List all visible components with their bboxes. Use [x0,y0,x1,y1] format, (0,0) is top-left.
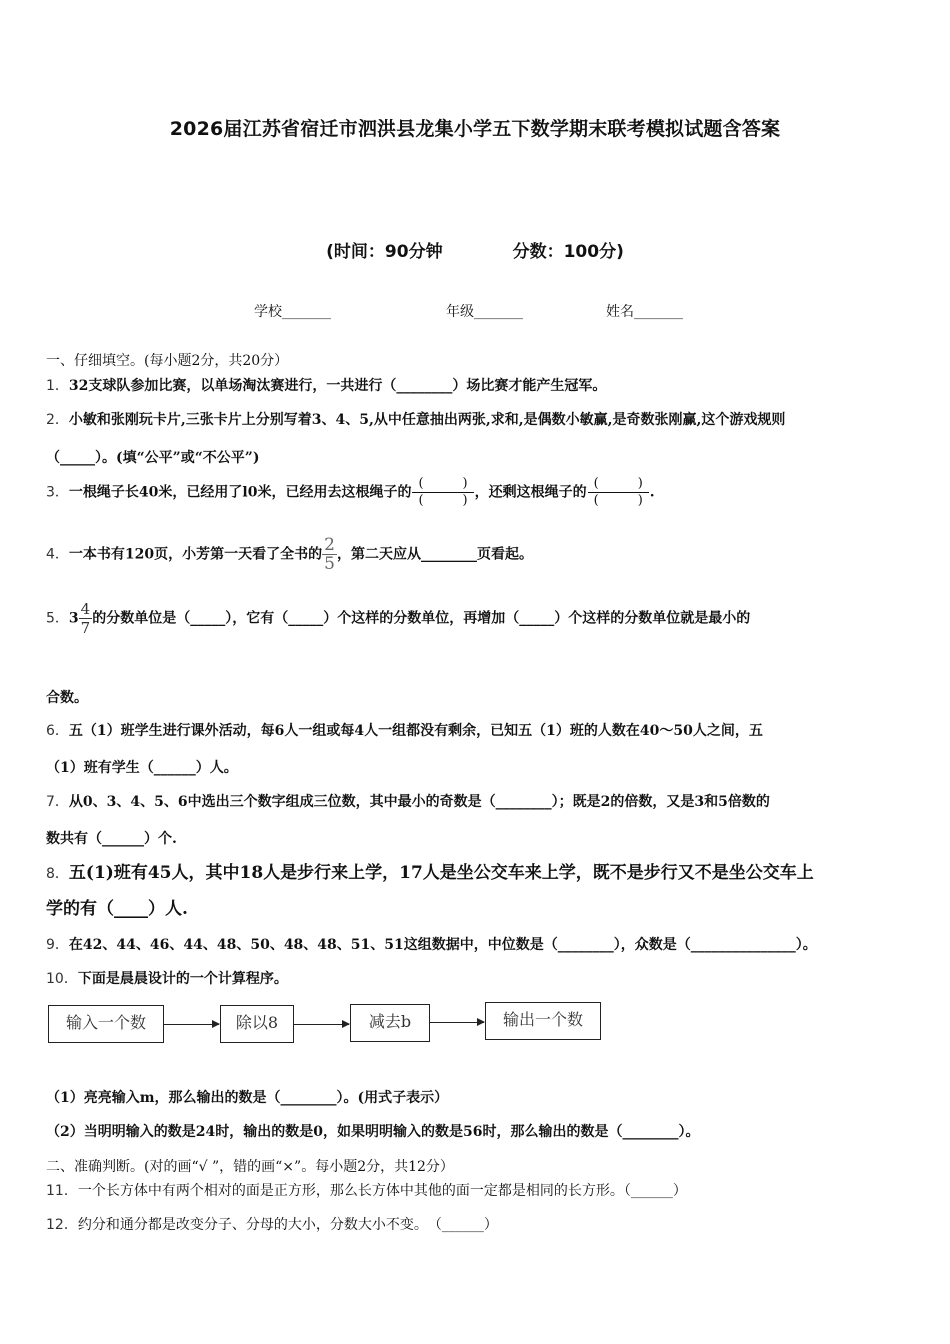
question-5-line2 [46,688,88,708]
question-number: 5． [46,610,69,627]
blank-fraction[interactable]: $\frac{( )}{( )}$ [412,476,473,509]
fraction-two-fifths: $\frac{2}{5}$ [324,535,335,574]
question-number: 1． [46,378,69,394]
question-11 [46,1181,687,1201]
question-10 [46,969,288,989]
question-number: 8． [46,866,69,882]
question-5 [46,600,750,637]
question-number: 2． [46,412,69,428]
exam-info [0,237,950,262]
question-number: 4． [46,546,69,563]
question-text: 五（1）班学生进行课外活动，每6人一组或每4人一组都没有剩余，已知五（1）班的人数在40～50人之间，五 [68,723,763,739]
question-12 [46,1215,498,1235]
question-text: （1）班有学生（______）人。 [46,760,238,776]
question-9 [46,935,817,955]
flow-arrow [163,1024,219,1025]
name-field[interactable]: 姓名_______ [606,304,683,320]
question-7-line2 [46,829,177,849]
question-4 [46,536,533,573]
question-8-line2 [46,899,188,919]
question-8 [46,863,814,884]
question-text: （2）当明明输入的数是24时，输出的数是0，如果明明输入的数是56时，那么输出的数是（________）。 [46,1124,700,1140]
question-10-sub2 [46,1122,699,1142]
question-2 [46,410,785,430]
flow-box-input: 输入一个数 [48,1005,164,1043]
flow-box-divide: 除以8 [220,1005,294,1043]
question-text: 小敏和张刚玩卡片,三张卡片上分别写着3、4、5,从中任意抽出两张,求和,是偶数小敏赢,是奇数张刚赢,这个游戏规则 [68,412,786,428]
question-6 [46,721,763,741]
question-number: 12． [46,1217,78,1233]
exam-time: (时间：90分钟 [326,242,443,262]
question-text: 一本书有120页，小芳第一天看了全书的 [68,546,323,563]
question-text: 一根绳子长40米，已经用了l0米，已经用去这根绳子的 [68,484,412,501]
question-3 [46,476,655,509]
question-text: （_____）。(填“公平”或“不公平”) [46,450,260,466]
question-text: 学的有（____）人. [46,899,188,919]
period: . [649,484,655,501]
question-text: 在42、44、46、44、48、50、48、48、51、51这组数据中，中位数是（________），众数是（_______________）。 [68,937,817,953]
question-1 [46,376,606,396]
question-7 [46,792,770,812]
flow-box-subtract: 减去b [350,1004,430,1042]
question-10-sub1 [46,1088,448,1108]
section1-heading: 一、仔细填空。(每小题2分，共20分） [46,353,289,369]
mixed-number-whole: 3 [68,610,79,627]
question-text: 数共有（______）个. [46,831,177,847]
section2-heading: 二、准确判断。(对的画“√ ”，错的画“×”。每小题2分，共12分） [46,1159,454,1175]
question-number: 11． [46,1183,78,1199]
question-text: 的分数单位是（_____），它有（_____）个这样的分数单位，再增加（_____）个这样的分数单位就是最小的 [92,610,751,627]
question-number: 7． [46,794,69,810]
question-number: 3． [46,484,69,501]
school-field[interactable]: 学校_______ [254,304,331,320]
flow-arrow [429,1022,484,1023]
question-text: ，第二天应从________页看起。 [336,546,533,563]
question-text: 约分和通分都是改变分子、分母的大小，分数大小不变。 （______） [77,1217,498,1233]
question-2-line2 [46,448,259,468]
question-text: 从0、3、4、5、6中选出三个数字组成三位数，其中最小的奇数是（________）；既是2的倍数，又是3和5倍数的 [68,794,770,810]
grade-field[interactable]: 年级_______ [446,304,523,320]
question-6-line2 [46,758,238,778]
question-text: 一个长方体中有两个相对的面是正方形，那么长方体中其他的面一定都是相同的长方形。（______） [77,1183,687,1199]
blank-fraction[interactable]: $\frac{( )}{( )}$ [588,476,649,509]
flow-arrow [293,1024,349,1025]
question-text: 五(1)班有45人，其中18人是步行来上学，17人是坐公交车来上学，既不是步行又不是坐公交车上 [68,863,814,883]
question-number: 9． [46,937,69,953]
fraction-four-sevenths: $\frac{4}{7}$ [80,600,91,637]
question-text: ，还剩这根绳子的 [474,484,587,501]
question-text: 32支球队参加比赛，以单场淘汰赛进行，一共进行（________）场比赛才能产生冠军。 [68,378,607,394]
exam-score: 分数：100分) [512,242,624,262]
question-text: 下面是晨晨设计的一个计算程序。 [77,971,288,987]
page-title: 2026届江苏省宿迁市泗洪县龙集小学五下数学期末联考模拟试题含答案 [169,118,781,140]
flow-box-output: 输出一个数 [485,1002,601,1040]
question-number: 6． [46,723,69,739]
question-number: 10． [46,971,78,987]
question-text: （1）亮亮输入m，那么输出的数是（________）。(用式子表示） [46,1090,449,1106]
question-text: 合数。 [46,690,88,706]
